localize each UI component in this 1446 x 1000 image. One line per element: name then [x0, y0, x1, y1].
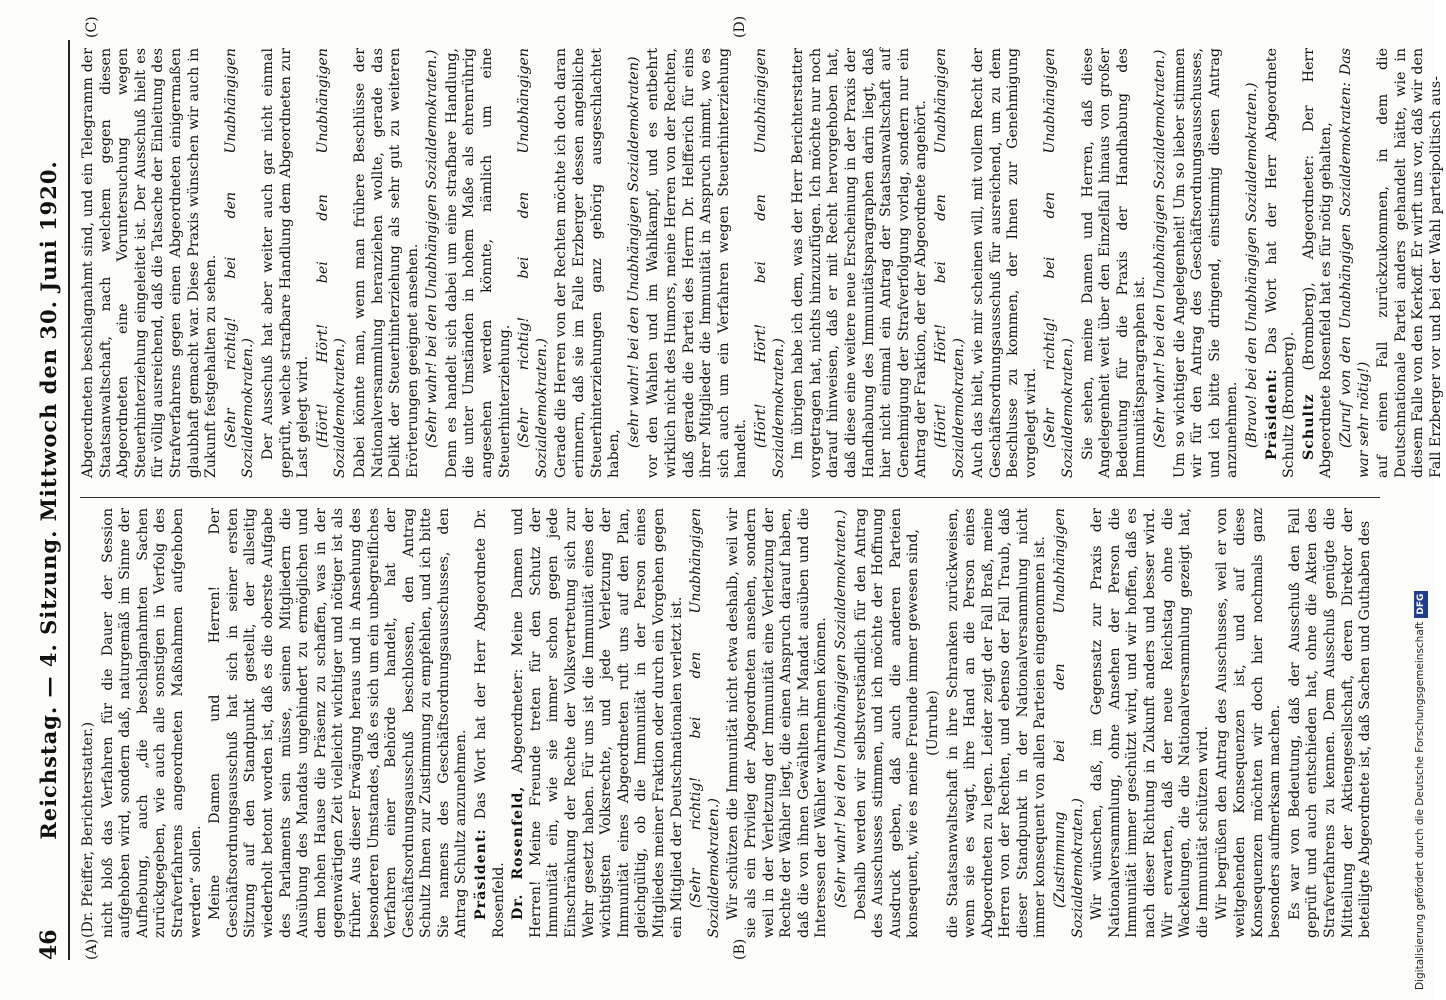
- paragraph: [645, 48, 751, 478]
- paragraph: [1301, 48, 1336, 478]
- paragraph-text: (Bravo! bei den Unabhängigen Sozialdemokraten.): [1244, 82, 1260, 448]
- paragraph-text: (Sehr richtig! bei den Unabhängigen Sozialdemokraten.): [688, 508, 722, 938]
- paragraph-text: vor den Wahlen und im Wahlkampf, und es entbehrt wirklich nicht des Humors, meine Herren von der Rechten, daß gerade die Partei des Herrn Dr. Helfferich für eins ihrer Mitglieder die Immunität in Anspruch nimmt, wo es sich auch um ein Verfahren wegen Steuerhinterziehung handelt.: [645, 48, 750, 478]
- paragraph-text: Auch das hielt, wie mir scheinen will, mit vollem Recht der Geschäftsordnungsausschuß für ausreichend, um zu dem Beschlusse zu kommen, der Ihnen zur Genehmigung vorgelegt wird.: [970, 48, 1039, 478]
- page-title: Reichstag. — 4. Sitzung. Mittwoch den 30. Juni 1920.: [36, 160, 61, 840]
- paragraph: [626, 48, 644, 478]
- speaker-name: Dr. Rosenfeld,: [510, 785, 527, 920]
- paragraph-text: (Hört! Hört! bei den Unabhängigen Sozialdemokraten.): [932, 48, 967, 478]
- paragraph-text: (Sehr wahr! bei den Unabhängigen Sozialdemokraten.): [1152, 49, 1169, 448]
- speaker-name: Schultz: [1300, 393, 1317, 460]
- paragraph-text: Das Wort hat der Herr Abgeordnete Schultz (Bromberg).: [1263, 48, 1298, 478]
- margin-marker-b: (B): [732, 938, 748, 960]
- paragraph: [1172, 48, 1242, 478]
- paragraph-text: (Sehr richtig! bei den Unabhängigen Sozialdemokraten.): [222, 48, 257, 478]
- paragraph-text: Wir begrüßen den Antrag des Ausschusses, weil er von weitgehenden Konsequenzen ist, und auf diese Konsequenzen möchten wir doch hier nochmals ganz besonders aufmerksam machen.: [1214, 508, 1284, 938]
- paragraph: [833, 508, 851, 938]
- paragraph: [80, 48, 221, 478]
- paragraph-text: Es war von Bedeutung, daß der Ausschuß den Fall geprüft und auch entschieden hat, ohne die Akten des Strafverfahrens zu kennen. Dem Ausschuß genügte die Mitteilung der Aktiengesellschaft, deren Direktor der beteiligte Abgeordnete ist, daß Sachen und Guthaben des: [1286, 508, 1374, 938]
- paragraph: [1287, 508, 1375, 938]
- paragraph-text: Um so wichtiger die Angelegenheit! Um so lieber stimmen wir für den Antrag des Geschäftsordnungsausschusses, und ich bitte Sie dringend, einstimmig diesen Antrag anzunehmen.: [1171, 48, 1241, 478]
- margin-marker-d: (D): [732, 15, 748, 38]
- paragraph-text: die Staatsanwaltschaft in ihre Schranken zurückweisen, wenn sie es wagt, ihre Hand an die Person eines Abgeordneten zu legen. Leider zeigt der Fall Braß, meine Herren von der Rechten, und ebenso der Fall Traub, daß dieser Standpunkt in der Nationalversammlung nicht immer konsequent von allen Parteien eingenommen ist.: [944, 508, 1049, 938]
- paragraph-text: (Hört! Hört! bei den Unabhängigen Sozialdemokraten.): [752, 48, 787, 478]
- paragraph-text: (Sehr richtig! bei den Unabhängigen Sozialdemokraten.): [1042, 48, 1077, 478]
- paragraph: [1375, 48, 1445, 478]
- page-number: 46: [36, 929, 62, 960]
- paragraph-text: Wir schützen die Immunität nicht etwa deshalb, weil wir sie als ein Privileg der Abgeordneten ansehen, sondern weil in der Verletzung der Immunität eine Verletzung der Rechte der Wähler liegt, die einen Anspruch darauf haben, daß die von ihnen Gewählten ihr Mandat ausüben und die Interessen der Wähler wahrnehmen können.: [725, 508, 830, 938]
- paragraph: [510, 508, 686, 938]
- paragraph-text: Meine Damen und Herren! Der Geschäftsordnungsausschuß hat sich in seiner ersten Sitzung auf den Standpunkt gestellt, der allseitig wiederholt betont worden ist, daß es die oberste Aufgabe des Parlaments sein müsse, seinen Mitgliedern die Ausübung des Mandats ungehindert zu ermöglichen und dem hohen Hause die Präsenz zu schaffen, was in der gegenwärtigen Zeit vielleicht wichtiger und nötiger ist als früher. Aus dieser Erwägung heraus und in Ansehung des besonderen Umstandes, daß es sich um ein unbegreifliches Verfahren einer Behörde handelt, hat der Geschäftsordnungsausschuß beschlossen, den Antrag Schultz Ihnen zur Zustimmung zu empfehlen, und ich bitte Sie namens des Geschäftsordnungsausschusses, den Antrag Schultz anzunehmen.: [207, 508, 470, 938]
- paragraph: [1152, 48, 1170, 478]
- paragraph-text: Abgeordneter: Meine Damen und Herren! Meine Freunde treten für den Schutz der Immunität ein, wie sie immer schon gegen jede Einschränkung der Rechte der Volksvertretung sich zur Wehr gesetzt haben. Für uns ist die Immunität eines der wichtigsten Volksrechte, und jede Verletzung der Immunität eines Abgeordneten ruft uns auf den Plan, gleichgültig, ob die Immunität in der Person eines Mitgliedes meiner Fraktion oder durch ein Vorgehen gegen ein Mitglied der Deutschnationalen verletzt ist.: [510, 508, 685, 938]
- dfg-logo: DFG: [1414, 591, 1428, 618]
- paragraph-text: (Unruhe): [924, 690, 941, 756]
- paragraph: [207, 508, 471, 938]
- paragraph: [1214, 508, 1284, 938]
- paragraph-text: Denn es handelt sich dabei um eine strafbare Handlung, die unter Umständen in hohem Maße als ehrenrührig angesehen werden könnte, nämlich um eine Steuerhinterziehung.: [443, 48, 513, 478]
- paragraph-text: Abgeordneten beschlagnahmt sind, und ein Telegramm der Staatsanwaltschaft, nach welchem gegen diesen Abgeordneten eine Voruntersuchung wegen Steuerhinterziehung eingeleitet ist. Der Ausschuß hielt es für völlig ausreichend, daß die Tatsache der Einleitung des Strafverfahrens gegen einen Abgeordneten einigermaßen glaubhaft gemacht war. Diese Praxis wünschen wir auch in Zukunft festgehalten zu sehen.: [80, 48, 220, 478]
- paragraph: [933, 48, 968, 478]
- paragraph: [925, 508, 943, 938]
- header-rule: [68, 40, 70, 960]
- paragraph: [1244, 48, 1262, 478]
- speaker-name: Präsident:: [1263, 368, 1280, 460]
- paragraph-text: (Zuruf von den Unabhängigen Sozialdemokraten: Das war sehr nötig!): [1337, 48, 1372, 478]
- paragraph: [223, 48, 258, 478]
- column-divider: [80, 497, 1380, 498]
- margin-marker-a: (A): [84, 938, 100, 960]
- paragraph: [790, 48, 931, 478]
- paragraph: [315, 48, 350, 478]
- paragraph-text: Deshalb werden wir selbstverständlich für den Antrag des Ausschusses stimmen, und ich möchte der Hoffnung Ausdruck geben, daß auch die anderen Parteien konsequent, wie es meine Freunde immer gewesen sind,: [852, 508, 922, 938]
- paragraph: [444, 48, 514, 478]
- paragraph: [1089, 508, 1212, 938]
- right-column: [80, 48, 1444, 478]
- paragraph-text: Das Wort hat der Herr Abgeordnete Dr. Rosenfeld.: [473, 508, 507, 938]
- paragraph-text: (Sehr richtig! bei den Unabhängigen Sozialdemokraten.): [516, 48, 550, 478]
- paragraph: [1264, 48, 1299, 478]
- margin-marker-c: (C): [84, 16, 100, 38]
- paragraph-text: auf einen Fall zurückzukommen, in dem die Deutschnationale Partei anders gehandelt hätte, wie in diesem Falle von den Kerkoff. Er wirft uns vor, daß wir den Fall Erzberger vor und bei der Wahl parteipolitisch aus-: [1375, 48, 1444, 478]
- paragraph-text: Wir wünschen, daß, im Gegensatz zur Praxis der Nationalversammlung, ohne Ansehen der Person die Immunität immer geschützt wird, und wir hoffen, daß es nach dieser Richtung in Zukunft anders und besser wird. Wir erwarten, daß der neue Reichstag ohne die Wackelungen, die die Nationalversammlung gezeigt hat, die Immunität schützen wird.: [1089, 508, 1211, 938]
- paragraph-text: Sie sehen, meine Damen und Herren, daß diese Angelegenheit weit über den Einzelfall hinaus von großer Bedeutung für die Praxis der Handhabung des Immunitätsparagraphen ist.: [1079, 48, 1149, 478]
- paragraph-text: (Sehr wahr! bei den Unabhängigen Sozialdemokraten.): [424, 49, 441, 448]
- paragraph: [1052, 508, 1087, 938]
- paragraph: [1042, 48, 1077, 478]
- paragraph: [945, 508, 1051, 938]
- paragraph: [688, 508, 723, 938]
- paragraph: [260, 48, 313, 478]
- paragraph-text: (Sehr wahr! bei den Unabhängigen Sozialdemokraten.): [832, 509, 849, 908]
- paragraph: [853, 508, 923, 938]
- paragraph: [753, 48, 788, 478]
- page-header: [36, 40, 70, 960]
- paragraph-text: (Dr. Pfeiffer, Berichterstatter.): [80, 721, 96, 938]
- paragraph-text: Der Ausschuß hat aber weiter auch gar nicht einmal geprüft, welche strafbare Handlung dem Abgeordneten zur Last gelegt wird.: [259, 48, 312, 478]
- watermark-text: Digitalisierung gefördert durch die Deutsche Forschungsgemeinschaft: [1414, 621, 1426, 990]
- paragraph-text: (Bromberg), Abgeordneter: Der Herr Abgeordnete Rosenfeld hat es für nötig gehalten,: [1300, 48, 1335, 478]
- left-column: [80, 508, 1380, 938]
- paragraph-text: Im übrigen habe ich dem, was der Herr Berichterstatter vorgetragen hat, nichts hinzuzufügen. Ich möchte nur noch darauf hinweisen, daß er mit Recht hervorgehoben hat, daß diese eine weitere neue Erscheinung in der Praxis der Handhabung des Immunitätsparagraphen darin liegt, daß hier nicht einmal ein Antrag der Staatsanwaltschaft auf Genehmigung der Strafverfolgung vorlag, sondern nur ein Antrag der Fraktion, der der Abgeordnete angehört.: [790, 48, 930, 478]
- paragraph-text: Gerade die Herren von der Rechten möchte ich doch daran erinnern, daß sie im Falle Erzberger dessen angebliche Steuerhinterziehungen ganz gehörig ausgeschlachtet haben,: [553, 48, 623, 478]
- paragraph: [1338, 48, 1373, 478]
- paragraph: [1080, 48, 1150, 478]
- paragraph: [725, 508, 831, 938]
- watermark: [1412, 10, 1428, 990]
- paragraph: [473, 508, 508, 938]
- paragraph-text: nicht bloß das Verfahren für die Dauer der Session aufgehoben wird, sondern daß, naturgemäß im Sinne der Aufhebung, auch „die beschlagnahmten Sachen zurückgegeben, wie auch alle sonstigen in Verfolg des Strafverfahrens angeordneten Maßnahmen aufgehoben werden“ sollen.: [99, 508, 204, 938]
- paragraph-text: (sehr wahr! bei den Unabhängigen Sozialdemokraten): [625, 56, 642, 448]
- paragraph: [970, 48, 1040, 478]
- paragraph-text: (Zustimmung bei den Unabhängigen Sozialdemokraten.): [1052, 508, 1086, 938]
- paragraph: [352, 48, 422, 478]
- paragraph: [100, 508, 206, 938]
- paragraph: [80, 508, 98, 938]
- paragraph: [553, 48, 623, 478]
- paragraph: [516, 48, 551, 478]
- paragraph-text: Dabei könnte man, wenn man frühere Beschlüsse der Nationalversammlung heranziehen wollte, gerade das Delikt der Steuerhinterziehung als sehr gut zu weiteren Erörterungen geeignet ansehen.: [351, 48, 421, 478]
- paragraph-text: (Hört! Hört! bei den Unabhängigen Sozialdemokraten.): [314, 48, 349, 478]
- speaker-name: Präsident:: [473, 828, 490, 920]
- paragraph: [424, 48, 442, 478]
